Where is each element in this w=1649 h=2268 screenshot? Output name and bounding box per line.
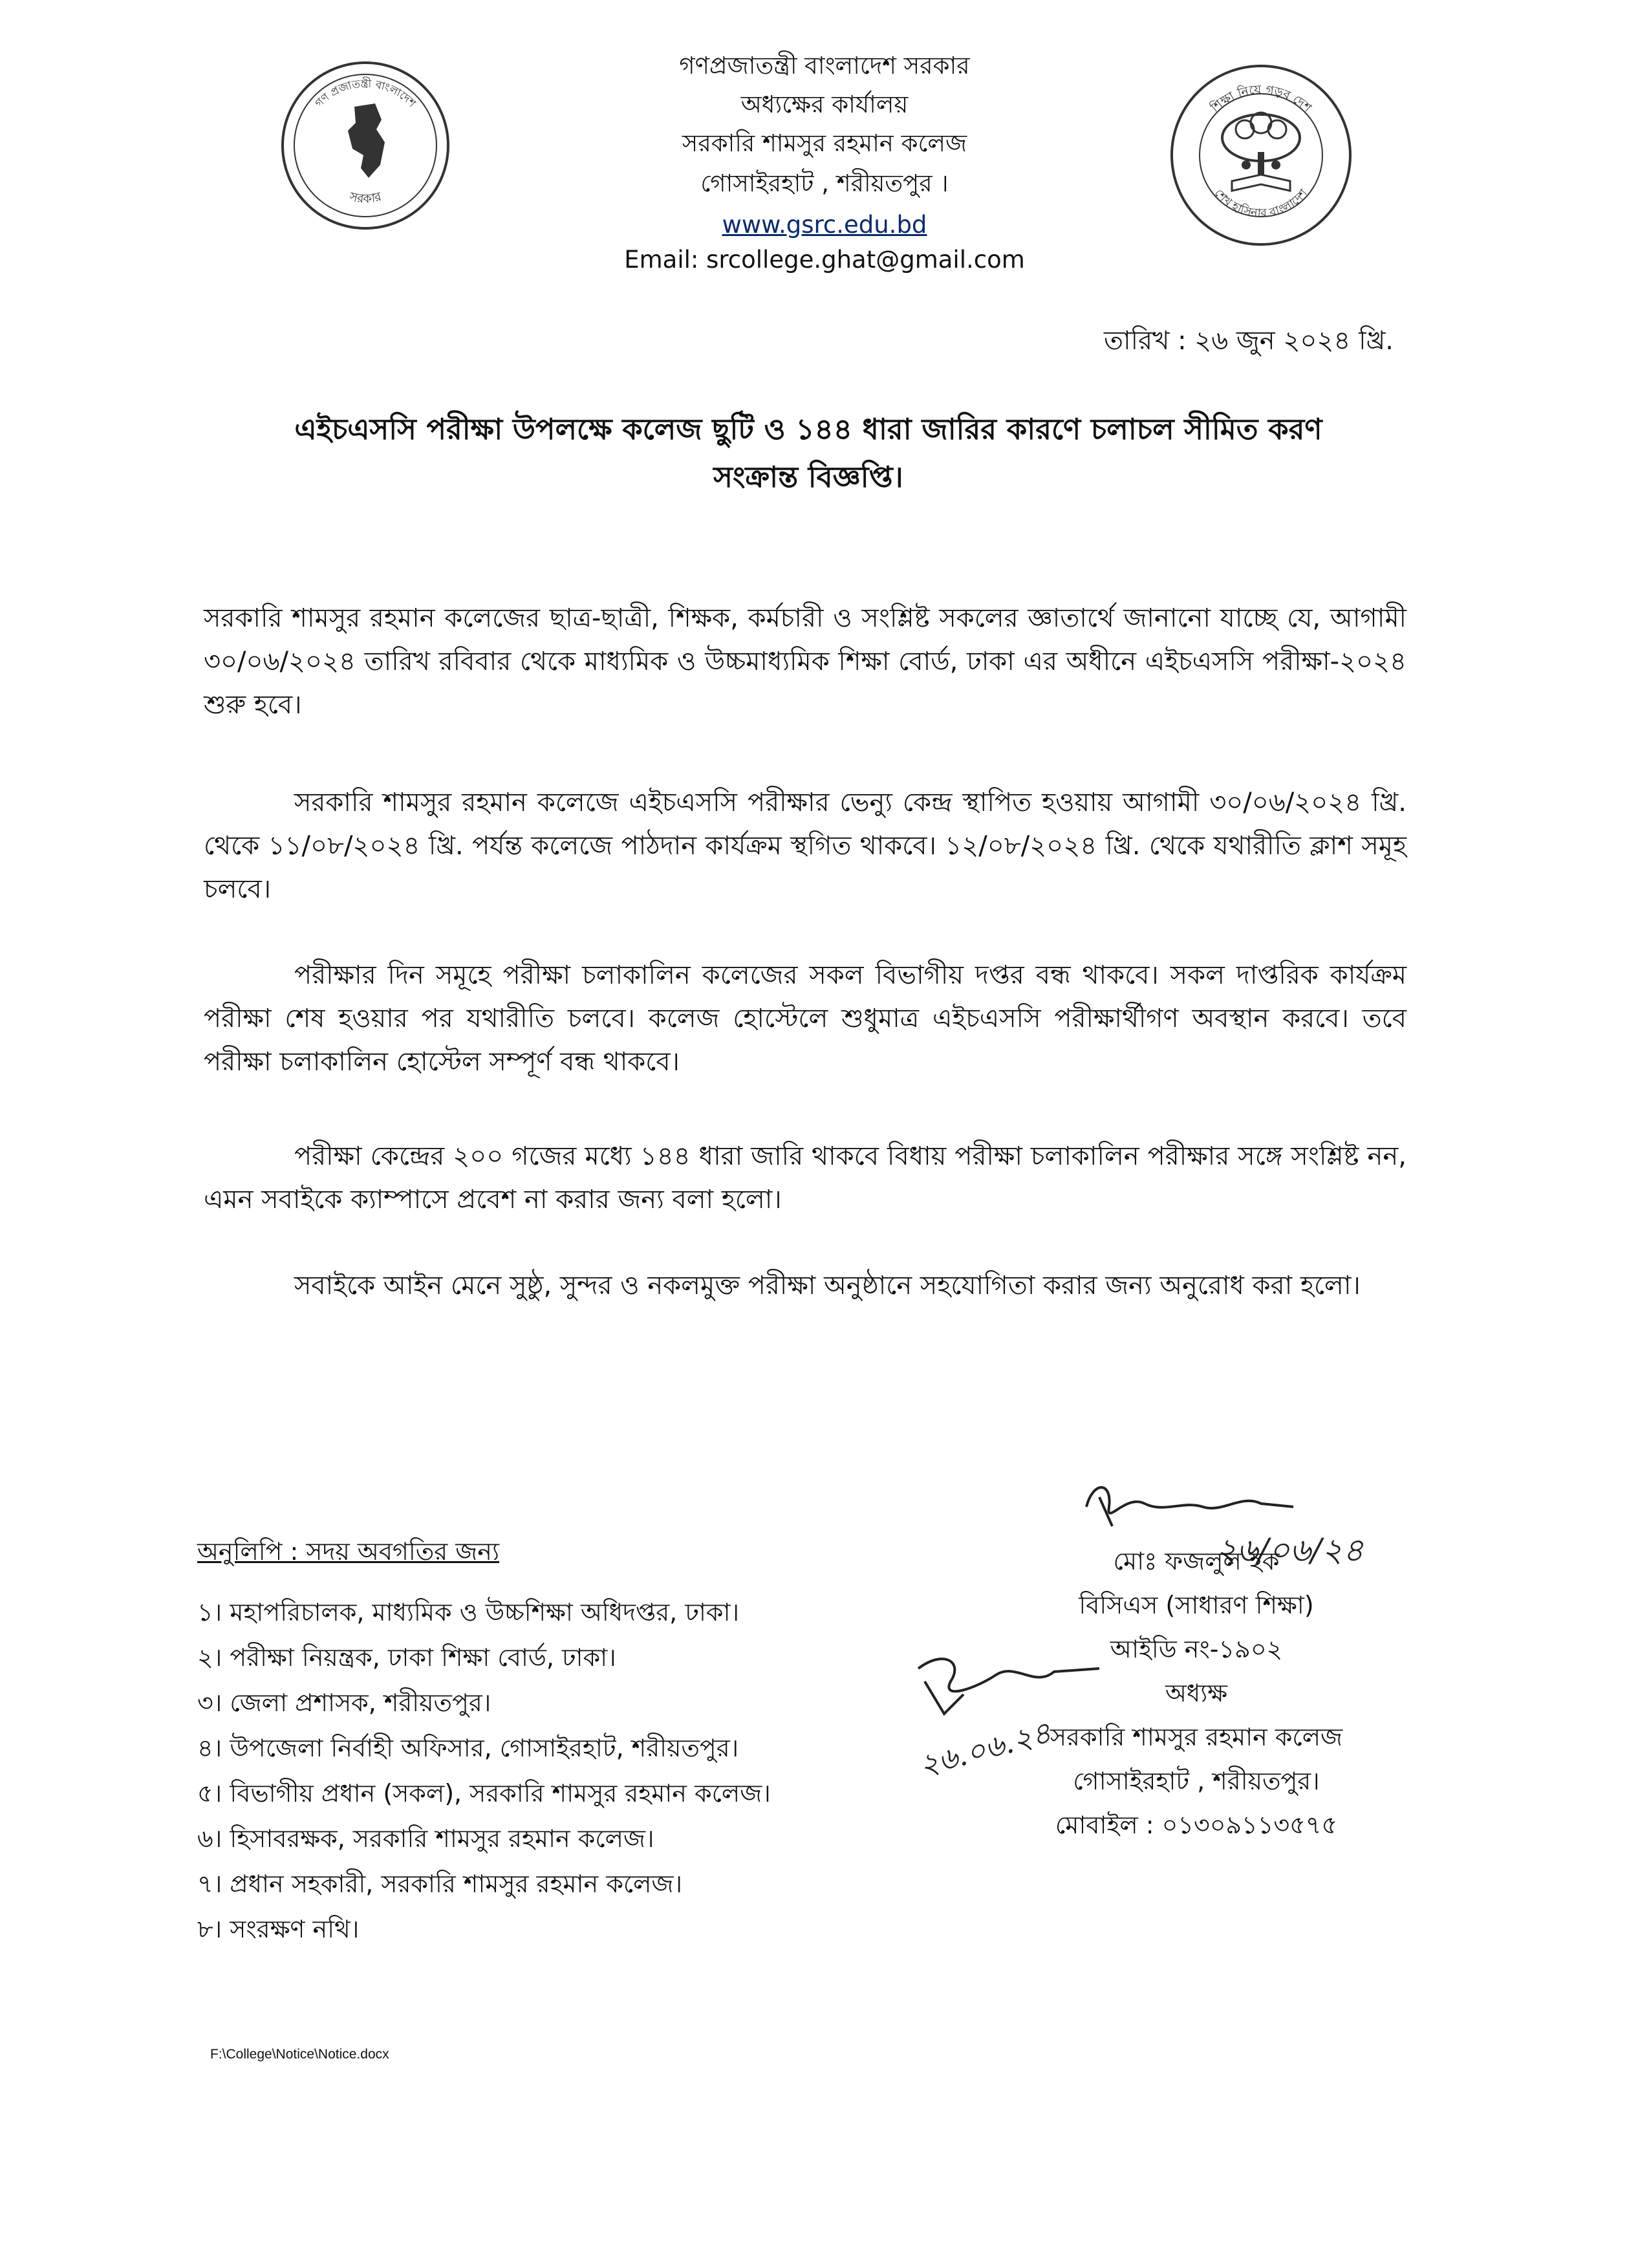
copy-to-item: ৫। বিভাগীয় প্রধান (সকল), সরকারি শামসুর রহমান কলেজ।: [197, 1779, 771, 1808]
copy-to-item: ৭। প্রধান সহকারী, সরকারি শামসুর রহমান কলেজ।: [197, 1870, 683, 1898]
college-location: গোসাইরহাট , শরীয়তপুর ।: [700, 169, 949, 197]
copy-to-item: ২। পরীক্ষা নিয়ন্ত্রক, ঢাকা শিক্ষা বোর্ড, ঢাকা।: [197, 1643, 616, 1672]
college-name: সরকারি শামসুর রহমান কলেজ: [682, 129, 967, 157]
principal-mobile: মোবাইল : ০১৩০৯১১৩৫৭৫: [1055, 1811, 1338, 1839]
principal-signature-date: ২৬/০৬/২৪: [1216, 1531, 1364, 1569]
paragraph-2: সরকারি শামসুর রহমান কলেজে এইচএসসি পরীক্ষার ভেন্যু কেন্দ্র স্থাপিত হওয়ায় আগামী ৩০/০৬/২০২৪ খ্রি. থেকে ১১/০৮/২০২৪ খ্রি. পর্যন্ত কলেজে পাঠদান কার্যক্রম স্থগিত থাকবে। ১২/০৮/২০২৪ খ্রি. থেকে যথারীতি ক্লাশ সমূহ চলবে।: [204, 788, 1406, 904]
copy-to-item: ১। মহাপরিচালক, মাধ্যমিক ও উচ্চশিক্ষা অধিদপ্তর, ঢাকা।: [197, 1598, 740, 1626]
notice-title-line2: সংক্রান্ত বিজ্ঞপ্তি।: [713, 460, 903, 494]
copy-to-item: ৩। জেলা প্রশাসক, শরীয়তপুর।: [197, 1689, 491, 1717]
principal-id: আইডি নং-১৯০২: [1110, 1635, 1283, 1663]
office-name: অধ্যক্ষের কার্যালয়: [740, 91, 909, 118]
shikkha-niye-gorbo-desh-logo-icon: [1167, 61, 1355, 249]
copy-to-item: ৬। হিসাবরক্ষক, সরকারি শামসুর রহমান কলেজ।: [197, 1824, 654, 1853]
email-address[interactable]: Email: srcollege.ghat@gmail.com: [624, 246, 1025, 274]
notice-title-line1: এইচএসসি পরীক্ষা উপলক্ষে কলেজ ছুটি ও ১৪৪ ধারা জারির কারণে চলাচল সীমিত করণ: [294, 412, 1322, 446]
paragraph-5: সবাইকে আইন মেনে সুষ্ঠু, সুন্দর ও নকলমুক্ত পরীক্ষা অনুষ্ঠানে সহযোগিতা করার জন্য অনুরোধ করা হলো।: [294, 1271, 1361, 1301]
signature-college: সরকারি শামসুর রহমান কলেজ: [1050, 1723, 1343, 1751]
svg-text:সরকার: সরকার: [348, 189, 383, 206]
govt-name: গণপ্রজাতন্ত্রী বাংলাদেশ সরকার: [679, 52, 970, 80]
second-signature-date: ২৬.০৬.২৪: [915, 1714, 1055, 1784]
principal-designation: অধ্যক্ষ: [1165, 1679, 1227, 1707]
svg-text:শেখ হাসিনার বাংলাদেশ: শেখ হাসিনার বাংলাদেশ: [1211, 186, 1311, 221]
paragraph-3: পরীক্ষার দিন সমূহে পরীক্ষা চলাকালিন কলেজের সকল বিভাগীয় দপ্তর বন্ধ থাকবে। সকল দাপ্তরিক কার্যক্রম পরীক্ষা শেষ হওয়ার পর যথারীতি চলবে। কলেজ হোস্টেলে শুধুমাত্র এইচএসসি পরীক্ষার্থীগণ অবস্থান করবে। তবে পরীক্ষা চলাকালিন হোস্টেল সম্পূর্ণ বন্ধ থাকবে।: [204, 960, 1406, 1077]
principal-service: বিসিএস (সাধারণ শিক্ষা): [1079, 1591, 1314, 1619]
website-link[interactable]: www.gsrc.edu.bd: [722, 211, 927, 239]
bangladesh-government-seal-icon: [278, 58, 453, 233]
notice-date: তারিখ : ২৬ জুন ২০২৪ খ্রি.: [1104, 326, 1394, 356]
file-path: F:\College\Notice\Notice.docx: [210, 2047, 389, 2062]
principal-name: মোঃ ফজলুল হক: [1113, 1547, 1280, 1575]
svg-text:শিক্ষা নিয়ে গড়ব দেশ: শিক্ষা নিয়ে গড়ব দেশ: [1208, 82, 1315, 115]
svg-text:গণ প্রজাতন্ত্রী বাংলাদেশ: গণ প্রজাতন্ত্রী বাংলাদেশ: [312, 77, 418, 111]
copy-to-item: ৮। সংরক্ষণ নথি।: [197, 1915, 360, 1943]
signature-location: গোসাইরহাট , শরীয়তপুর।: [1073, 1767, 1320, 1795]
paragraph-1: সরকারি শামসুর রহমান কলেজের ছাত্র-ছাত্রী, শিক্ষক, কর্মচারী ও সংশ্লিষ্ট সকলের জ্ঞাতার্থে জানানো যাচ্ছে যে, আগামী ৩০/০৬/২০২৪ তারিখ রবিবার থেকে মাধ্যমিক ও উচ্চমাধ্যমিক শিক্ষা বোর্ড, ঢাকা এর অধীনে এইচএসসি পরীক্ষা-২০২৪ শুরু হবে।: [204, 603, 1406, 720]
paragraph-4: পরীক্ষা কেন্দ্রের ২০০ গজের মধ্যে ১৪৪ ধারা জারি থাকবে বিধায় পরীক্ষা চলাকালিন পরীক্ষার সঙ্গে সংশ্লিষ্ট নন, এমন সবাইকে ক্যাম্পাসে প্রবেশ না করার জন্য বলা হলো।: [204, 1141, 1406, 1215]
copy-to-heading: অনুলিপি : সদয় অবগতির জন্য: [197, 1537, 499, 1566]
copy-to-item: ৪। উপজেলা নির্বাহী অফিসার, গোসাইরহাট, শরীয়তপুর।: [197, 1734, 739, 1762]
